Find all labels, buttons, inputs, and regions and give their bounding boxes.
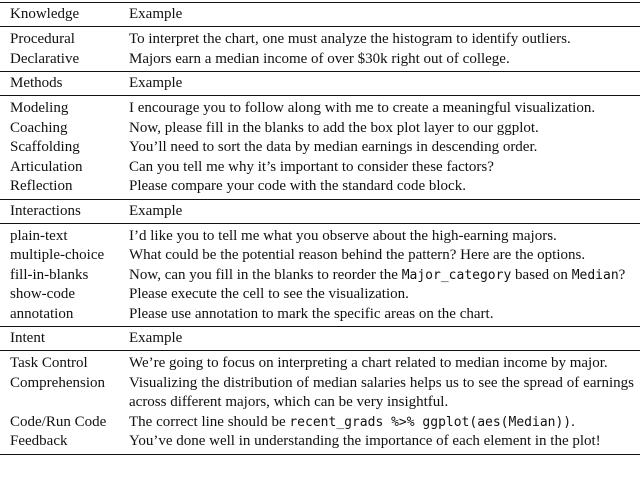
row-example: Now, please fill in the blanks to add the box plot layer to our ggplot. [129,119,539,136]
table-row-scaffolding [0,138,640,158]
row-example: Majors earn a median income of over $30k right out of college. [129,50,510,67]
row-example: You’ll need to sort the data by median earnings in descending order. [129,139,538,155]
row-example: I encourage you to follow along with me to create a meaningful visualization. [129,100,596,116]
row-label: plain-text [10,227,68,244]
row-example: To interpret the chart, one must analyze the histogram to identify outliers. [129,31,571,47]
table-row-articulation [0,158,640,178]
section-header-knowledge [0,3,640,26]
row-example: Please compare your code with the standard code block. [129,178,466,194]
table-row-multiple-choice [0,246,640,266]
row-label: Feedback [10,433,68,449]
row-label: fill-in-blanks [10,266,89,283]
example-text: . [571,413,575,430]
row-label: Comprehension [10,374,105,391]
table-row-task-control [0,354,640,374]
example-text: ? [618,266,626,283]
table-row-coaching [0,119,640,139]
section-rows-interactions [0,224,640,327]
row-label: Task Control [10,355,88,371]
row-example [129,413,640,433]
bottom-rule [0,454,640,455]
table-row-declarative [0,50,640,70]
row-label: Modeling [10,100,69,116]
example-text: based on [511,266,572,283]
row-example: We’re going to focus on interpreting a chart related to median income by major. [129,355,608,371]
table-row-code-run-code [0,413,640,433]
section-rows-knowledge [0,27,640,71]
example-column-header: Example [129,330,183,346]
table-row-annotation [0,305,640,325]
row-example: Visualizing the distribution of median salaries helps us to see the spread of earnings across different majors, which can be very insightful. [129,374,634,410]
row-label: Articulation [10,158,83,175]
row-example: What could be the potential reason behind the pattern? Here are the options. [129,247,586,263]
section-title: Interactions [10,202,81,219]
section-header-interactions [0,200,640,223]
section-title: Intent [10,330,45,346]
row-label: Procedural [10,31,75,47]
row-label: annotation [10,305,74,322]
row-example: Please execute the cell to see the visualization. [129,286,409,302]
example-column-header: Example [129,6,183,22]
table-row-plain-text [0,227,640,247]
table-row-reflection [0,177,640,197]
section-title: Methods [10,75,63,91]
inline-code: Median [571,267,619,283]
section-rows-methods [0,96,640,199]
row-label: Code/Run Code [10,413,107,430]
example-text: Now, can you fill in the blanks to reorder the [129,266,402,283]
row-example: Please use annotation to mark the specific areas on the chart. [129,305,494,322]
table-row-feedback [0,432,640,452]
row-label: Coaching [10,119,68,136]
row-example: Can you tell me why it’s important to consider these factors? [129,158,494,175]
section-header-methods [0,72,640,95]
example-text: The correct line should be [129,413,290,430]
example-column-header: Example [129,202,183,219]
section-rows-intent [0,351,640,454]
row-label: Reflection [10,178,73,194]
row-label: multiple-choice [10,247,105,263]
section-title: Knowledge [10,6,80,22]
row-example: I’d like you to tell me what you observe about the high-earning majors. [129,227,557,244]
table-row-comprehension [0,374,640,413]
row-example [129,266,640,286]
table-row-fill-in-blanks [0,266,640,286]
inline-code: recent_grads %>% ggplot(aes(Median)) [289,414,572,430]
row-label: Scaffolding [10,139,80,155]
table-row-procedural [0,30,640,50]
table-row-modeling [0,99,640,119]
row-example: You’ve done well in understanding the importance of each element in the plot! [129,433,601,449]
row-label: show-code [10,286,75,302]
example-column-header: Example [129,75,183,91]
inline-code: Major_category [401,267,512,283]
section-header-intent [0,327,640,350]
row-label: Declarative [10,50,80,67]
table-row-show-code [0,285,640,305]
